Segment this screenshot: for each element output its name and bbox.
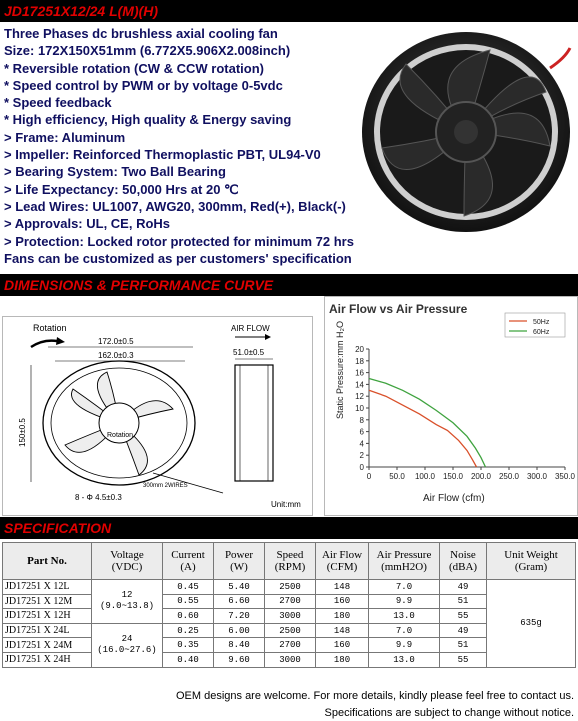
col-current: Current (A) — [163, 543, 214, 580]
feature-line: > Life Expectancy: 50,000 Hrs at 20 ℃ — [4, 181, 239, 197]
cell-pressure: 13.0 — [369, 652, 440, 667]
cell-voltage-group: 12 (9.0~13.8) — [92, 580, 163, 624]
cell-noise: 55 — [440, 652, 487, 667]
rotation-center-label: Rotation — [107, 432, 134, 439]
cell-current: 0.55 — [163, 594, 214, 609]
feature-line: Three Phases dc brushless axial cooling fan — [4, 26, 278, 41]
wire-label: 300mm 2WIRES — [143, 483, 188, 489]
feature-line: Fans can be customized as per customers' specification — [4, 250, 352, 266]
dim-inner: 162.0±0.3 — [98, 351, 134, 360]
chart-x-tick-label: 200.0 — [470, 472, 492, 481]
col-voltage: Voltage (VDC) — [92, 543, 163, 580]
cell-power: 7.20 — [214, 609, 265, 624]
fan-product-photo — [360, 28, 572, 236]
cell-current: 0.40 — [163, 652, 214, 667]
spec-table — [2, 542, 576, 668]
feature-line: > Frame: Aluminum — [4, 129, 126, 145]
cell-airflow: 180 — [316, 609, 369, 624]
footer-disclaimer: Specifications are subject to change without notice. — [324, 707, 574, 719]
col-unit-weight: Unit Weight (Gram) — [487, 543, 576, 580]
col-power: Power (W) — [214, 543, 265, 580]
chart-x-tick-label: 100.0 — [414, 472, 436, 481]
feature-line: > Approvals: UL, CE, RoHs — [4, 216, 171, 232]
dim-height: 150±0.5 — [18, 418, 27, 447]
feature-line: * Speed feedback — [4, 95, 112, 111]
model-title: JD17251X12/24 L(M)(H) — [4, 3, 159, 19]
cell-current: 0.25 — [163, 623, 214, 638]
dimensions-section-title: DIMENSIONS & PERFORMANCE CURVE — [4, 277, 274, 293]
cell-speed: 2500 — [265, 623, 316, 638]
chart-x-tick-label: 50.0 — [389, 472, 405, 481]
chart-y-tick-label: 4 — [359, 439, 364, 449]
cell-pressure: 7.0 — [369, 623, 440, 638]
spec-section-bar — [0, 517, 578, 539]
spec-header-row — [3, 543, 576, 580]
feature-line: Size: 172X150X51mm (6.772X5.906X2.008inch) — [4, 43, 291, 59]
dim-depth: 51.0±0.5 — [233, 348, 265, 357]
cell-part: JD17251 X 24H — [3, 652, 92, 667]
arrowhead-icon — [265, 334, 271, 340]
cell-part: JD17251 X 12L — [3, 580, 92, 595]
chart-x-tick-label: 0 — [366, 472, 372, 481]
cell-part: JD17251 X 12H — [3, 609, 92, 624]
rotation-arrow-icon — [31, 341, 57, 347]
dimension-drawing-panel — [2, 316, 313, 516]
dim-width: 172.0±0.5 — [98, 337, 134, 346]
chart-y-tick-label: 6 — [359, 427, 364, 437]
cell-part: JD17251 X 24L — [3, 623, 92, 638]
dimension-drawing — [3, 317, 312, 515]
chart-title: Air Flow vs Air Pressure — [329, 302, 468, 316]
chart-ylabel: Static Pressure:mm H₂O — [335, 320, 345, 419]
model-title-bar — [0, 0, 578, 22]
cell-part: JD17251 X 24M — [3, 638, 92, 653]
cell-noise: 49 — [440, 580, 487, 595]
cell-noise: 51 — [440, 594, 487, 609]
cell-part: JD17251 X 12M — [3, 594, 92, 609]
cell-airflow: 148 — [316, 623, 369, 638]
chart-legend-label: 50Hz — [533, 319, 550, 326]
unit-label: Unit:mm — [271, 500, 301, 509]
cell-speed: 2700 — [265, 594, 316, 609]
fan-side-view — [235, 365, 273, 481]
airflow-label: AIR FLOW — [231, 324, 270, 333]
cell-voltage-group: 24 (16.0~27.6) — [92, 623, 163, 667]
chart-y-tick-label: 14 — [355, 380, 364, 390]
cell-power: 9.60 — [214, 652, 265, 667]
cell-airflow: 148 — [316, 580, 369, 595]
col-noise: Noise (dBA) — [440, 543, 487, 580]
feature-line: * Speed control by PWM or by voltage 0-5vdc — [4, 77, 283, 93]
spec-section-title: SPECIFICATION — [4, 520, 112, 536]
cell-pressure: 13.0 — [369, 609, 440, 624]
chart-x-tick-label: 350.0 — [554, 472, 576, 481]
chart-y-tick-label: 2 — [359, 451, 364, 461]
dimensions-section-bar — [0, 274, 578, 296]
cell-power: 6.60 — [214, 594, 265, 609]
chart-x-tick-label: 300.0 — [526, 472, 548, 481]
chart-x-tick-label: 150.0 — [442, 472, 464, 481]
table-row — [3, 580, 576, 595]
arrowhead-icon — [56, 337, 65, 345]
cell-speed: 3000 — [265, 609, 316, 624]
chart-y-tick-label: 20 — [355, 345, 364, 354]
chart-legend-label: 60Hz — [533, 329, 550, 336]
chart-y-tick-label: 10 — [355, 404, 364, 413]
hole-label: 8 - Φ 4.5±0.3 — [75, 493, 122, 502]
cell-speed: 3000 — [265, 652, 316, 667]
cell-airflow: 160 — [316, 638, 369, 653]
cell-pressure: 9.9 — [369, 638, 440, 653]
cell-noise: 55 — [440, 609, 487, 624]
cell-noise: 51 — [440, 638, 487, 653]
chart-y-tick-label: 18 — [355, 356, 364, 366]
cell-current: 0.45 — [163, 580, 214, 595]
cell-current: 0.35 — [163, 638, 214, 653]
cell-speed: 2500 — [265, 580, 316, 595]
cell-power: 5.40 — [214, 580, 265, 595]
footer-oem-note: OEM designs are welcome. For more details, kindly please feel free to contact us. — [175, 690, 574, 702]
feature-line: > Protection: Locked rotor protected for minimum 72 hrs — [4, 233, 354, 249]
cell-power: 6.00 — [214, 623, 265, 638]
performance-chart — [325, 297, 577, 515]
chart-x-tick-label: 250.0 — [498, 472, 520, 481]
cell-airflow: 160 — [316, 594, 369, 609]
cell-pressure: 7.0 — [369, 580, 440, 595]
cell-unit-weight: 635g — [487, 580, 576, 668]
col-airflow: Air Flow (CFM) — [316, 543, 369, 580]
feature-line: * Reversible rotation (CW & CCW rotation) — [4, 60, 265, 76]
cell-pressure: 9.9 — [369, 594, 440, 609]
chart-y-tick-label: 12 — [355, 392, 364, 402]
feature-line: > Bearing System: Two Ball Bearing — [4, 164, 226, 180]
cell-noise: 49 — [440, 623, 487, 638]
chart-xlabel: Air Flow (cfm) — [423, 493, 485, 504]
col-speed: Speed (RPM) — [265, 543, 316, 580]
cell-current: 0.60 — [163, 609, 214, 624]
chart-y-tick-label: 8 — [359, 415, 364, 425]
feature-line: * High efficiency, High quality & Energy saving — [4, 112, 292, 128]
feature-line: > Lead Wires: UL1007, AWG20, 300mm, Red(+), Black(-) — [4, 198, 346, 214]
chart-y-tick-label: 16 — [355, 368, 364, 378]
chart-y-tick-label: 0 — [359, 463, 364, 472]
chart-series-line — [369, 379, 485, 468]
cell-speed: 2700 — [265, 638, 316, 653]
performance-curve-panel — [324, 296, 578, 516]
rotation-label: Rotation — [33, 323, 67, 333]
col-part-no: Part No. — [3, 543, 92, 580]
cell-power: 8.40 — [214, 638, 265, 653]
cell-airflow: 180 — [316, 652, 369, 667]
col-air-pressure: Air Pressure (mmH2O) — [369, 543, 440, 580]
feature-line: > Impeller: Reinforced Thermoplastic PBT, UL94-V0 — [4, 147, 321, 163]
